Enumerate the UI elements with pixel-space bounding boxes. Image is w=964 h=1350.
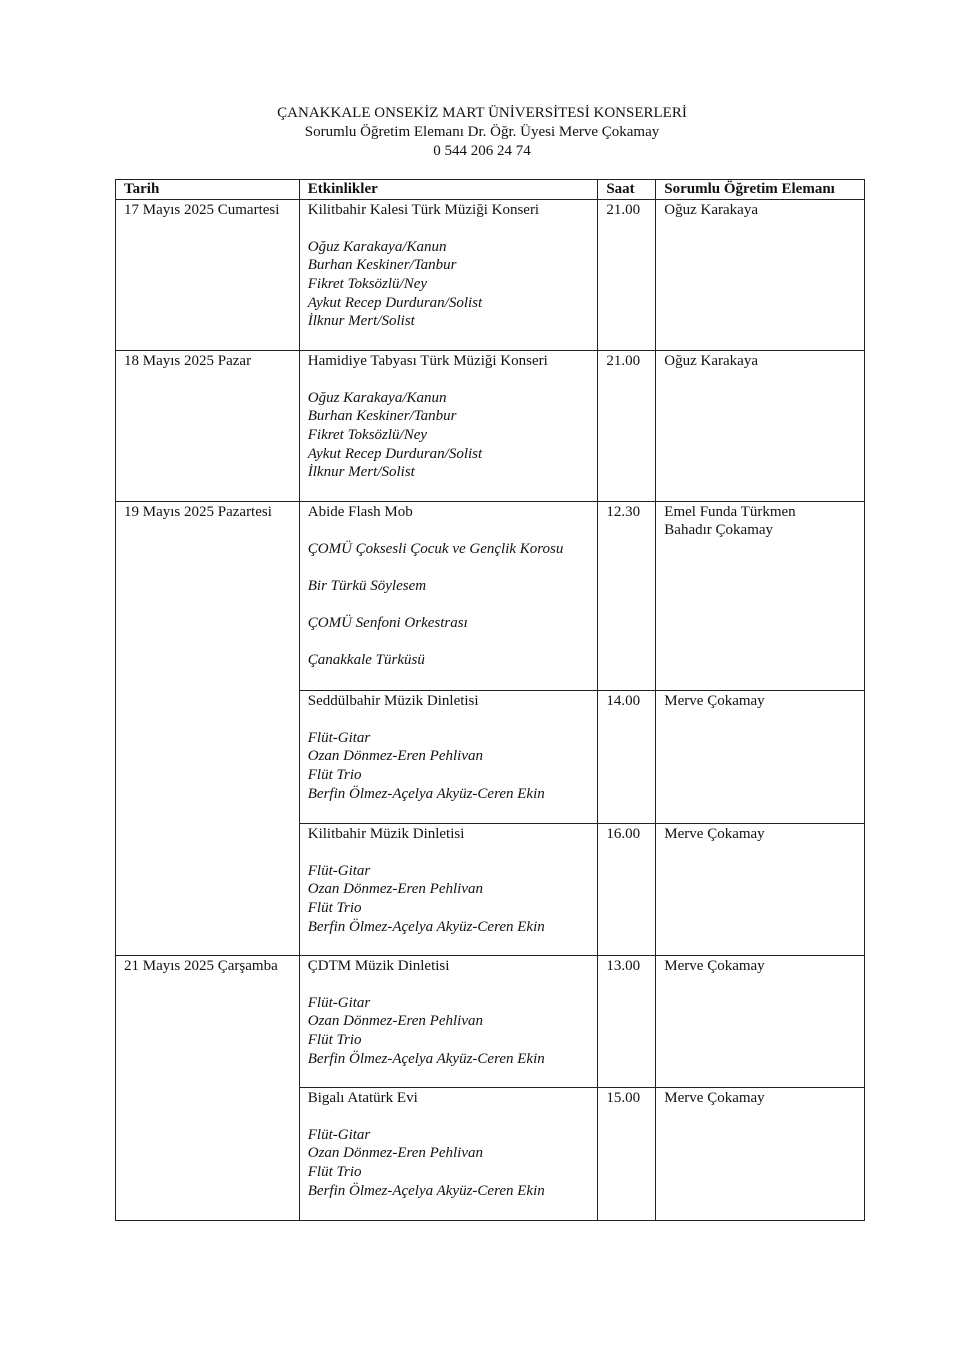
responsible-name: Merve Çokamay [664, 692, 765, 709]
event-cell [299, 690, 598, 823]
table-row [116, 350, 865, 501]
performer: Fikret Toksözlü/Ney [307, 426, 428, 443]
performer: Burhan Keskiner/Tanbur [307, 257, 457, 274]
responsible-name: Bahadır Çokamay [664, 522, 774, 539]
responsible-name: Emel Funda Türkmen [664, 503, 796, 520]
responsible-cell [656, 501, 865, 690]
column-header-responsible: Sorumlu Öğretim Elemanı [656, 180, 865, 200]
time-cell: 21.00 [598, 199, 656, 350]
performer: Bir Türkü Söylesem [307, 577, 427, 594]
performer: Berfin Ölmez-Açelya Akyüz-Ceren Ekin [307, 1182, 545, 1199]
header-title: ÇANAKKALE ONSEKİZ MART ÜNİVERSİTESİ KONSERLERİ [277, 105, 687, 121]
table-row [116, 199, 865, 350]
responsible-name: Oğuz Karakaya [664, 352, 758, 369]
performer: Flüt Trio [307, 766, 362, 783]
performer: ÇOMÜ Senfoni Orkestrası [307, 615, 468, 632]
responsible-name: Oğuz Karakaya [664, 201, 758, 218]
performer: Flüt-Gitar [307, 862, 371, 879]
event-title: Hamidiye Tabyası Türk Müziği Konseri [307, 352, 548, 369]
responsible-cell [656, 690, 865, 823]
event-title: Kilitbahir Müzik Dinletisi [307, 825, 465, 842]
performer: Burhan Keskiner/Tanbur [307, 408, 457, 425]
performer: Berfin Ölmez-Açelya Akyüz-Ceren Ekin [307, 785, 545, 802]
time-cell: 15.00 [598, 1087, 656, 1220]
performer: Fikret Toksözlü/Ney [307, 275, 428, 292]
performer: Ozan Dönmez-Eren Pehlivan [307, 748, 483, 765]
date-cell: 19 Mayıs 2025 Pazartesi [116, 501, 300, 955]
event-cell [299, 823, 598, 955]
performer: Aykut Recep Durduran/Solist [307, 445, 483, 462]
event-cell [299, 501, 598, 690]
event-title: Abide Flash Mob [307, 503, 413, 520]
performer: Berfin Ölmez-Açelya Akyüz-Ceren Ekin [307, 1050, 545, 1067]
performer: Çanakkale Türküsü [307, 652, 425, 669]
time-cell: 13.00 [598, 955, 656, 1087]
time-cell: 14.00 [598, 690, 656, 823]
performer: Ozan Dönmez-Eren Pehlivan [307, 881, 483, 898]
event-cell [299, 350, 598, 501]
responsible-name: Merve Çokamay [664, 1089, 765, 1106]
performer: Ozan Dönmez-Eren Pehlivan [307, 1145, 483, 1162]
responsible-cell [656, 823, 865, 955]
performer: Oğuz Karakaya/Kanun [307, 389, 447, 406]
performer: Flüt-Gitar [307, 994, 371, 1011]
column-header-events: Etkinlikler [299, 180, 598, 200]
date-cell: 18 Mayıs 2025 Pazar [116, 350, 300, 501]
performer: Ozan Dönmez-Eren Pehlivan [307, 1013, 483, 1030]
document-header [0, 104, 964, 161]
time-cell: 16.00 [598, 823, 656, 955]
event-cell [299, 1087, 598, 1220]
time-cell: 21.00 [598, 350, 656, 501]
event-title: ÇDTM Müzik Dinletisi [307, 957, 450, 974]
event-title: Bigalı Atatürk Evi [307, 1089, 418, 1106]
performer: Flüt Trio [307, 899, 362, 916]
date-cell: 21 Mayıs 2025 Çarşamba [116, 955, 300, 1220]
responsible-cell [656, 199, 865, 350]
performer: ÇOMÜ Çoksesli Çocuk ve Gençlik Korosu [307, 540, 564, 557]
event-title: Kilitbahir Kalesi Türk Müziği Konseri [307, 201, 540, 218]
column-header-date: Tarih [116, 180, 300, 200]
responsible-cell [656, 1087, 865, 1220]
column-header-time: Saat [598, 180, 656, 200]
performer: İlknur Mert/Solist [307, 464, 415, 481]
performer: Flüt Trio [307, 1163, 362, 1180]
responsible-cell [656, 955, 865, 1087]
performer: Oğuz Karakaya/Kanun [307, 238, 447, 255]
performer: İlknur Mert/Solist [307, 313, 415, 330]
responsible-cell [656, 350, 865, 501]
table-row [116, 955, 865, 1087]
event-title: Seddülbahir Müzik Dinletisi [307, 692, 479, 709]
header-responsible: Sorumlu Öğretim Elemanı Dr. Öğr. Üyesi Merve Çokamay [304, 124, 660, 140]
table-header-row [116, 180, 865, 200]
date-cell: 17 Mayıs 2025 Cumartesi [116, 199, 300, 350]
table-row [116, 501, 865, 690]
concert-schedule-table [115, 179, 865, 1221]
responsible-name: Merve Çokamay [664, 957, 765, 974]
header-phone: 0 544 206 24 74 [433, 143, 531, 159]
performer: Berfin Ölmez-Açelya Akyüz-Ceren Ekin [307, 918, 545, 935]
performer: Flüt-Gitar [307, 1126, 371, 1143]
performer: Flüt-Gitar [307, 729, 371, 746]
performer: Flüt Trio [307, 1031, 362, 1048]
time-cell: 12.30 [598, 501, 656, 690]
event-cell [299, 955, 598, 1087]
responsible-name: Merve Çokamay [664, 825, 765, 842]
performer: Aykut Recep Durduran/Solist [307, 294, 483, 311]
event-cell [299, 199, 598, 350]
